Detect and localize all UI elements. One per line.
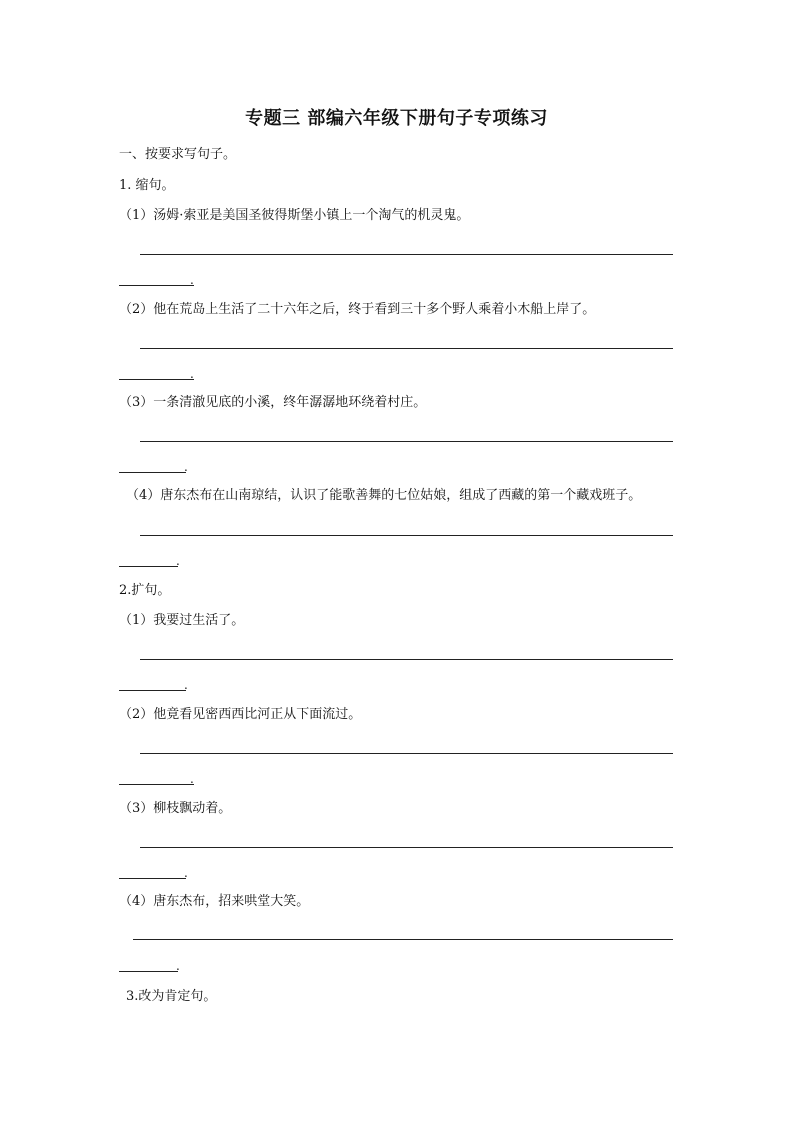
answer-line[interactable] bbox=[140, 847, 673, 848]
answer-line-short[interactable] bbox=[119, 566, 178, 567]
answer-end-mark: . bbox=[184, 866, 188, 880]
answer-line[interactable] bbox=[140, 753, 673, 754]
q1-item-4: （4）唐东杰布在山南琼结，认识了能歌善舞的七位姑娘，组成了西藏的第一个藏戏班子。 bbox=[126, 488, 642, 503]
page-title: 专题三 部编六年级下册句子专项练习 bbox=[245, 108, 548, 129]
answer-line[interactable] bbox=[133, 939, 673, 940]
section-heading: 一、按要求写句子。 bbox=[119, 147, 237, 162]
answer-line-short[interactable] bbox=[119, 285, 194, 286]
q2-item-2: （2）他竟看见密西西比河正从下面流过。 bbox=[119, 707, 362, 722]
q2-item-3: （3）柳枝飘动着。 bbox=[119, 801, 232, 816]
answer-end-mark: . bbox=[184, 678, 188, 692]
answer-line-short[interactable] bbox=[119, 878, 186, 879]
answer-line[interactable] bbox=[140, 535, 673, 536]
answer-end-mark: . bbox=[190, 273, 194, 287]
answer-end-mark: . bbox=[184, 460, 188, 474]
answer-end-mark: . bbox=[190, 367, 194, 381]
answer-line-short[interactable] bbox=[119, 379, 194, 380]
answer-line-short[interactable] bbox=[119, 784, 194, 785]
q2-item-4: （4）唐东杰布，招来哄堂大笑。 bbox=[119, 894, 310, 909]
question-heading-3: 3.改为肯定句。 bbox=[126, 989, 217, 1004]
answer-line-short[interactable] bbox=[119, 472, 186, 473]
answer-line[interactable] bbox=[140, 254, 673, 255]
answer-line[interactable] bbox=[140, 659, 673, 660]
q2-item-1: （1）我要过生活了。 bbox=[119, 613, 245, 628]
question-heading-2: 2.扩句。 bbox=[119, 583, 171, 598]
q1-item-3: （3）一条清澈见底的小溪，终年潺潺地环绕着村庄。 bbox=[119, 395, 427, 410]
q1-item-2: （2）他在荒岛上生活了二十六年之后，终于看到三十多个野人乘着小木船上岸了。 bbox=[119, 302, 596, 317]
answer-line[interactable] bbox=[140, 348, 673, 349]
answer-end-mark: . bbox=[190, 772, 194, 786]
answer-line[interactable] bbox=[140, 441, 673, 442]
q1-item-1: （1）汤姆·索亚是美国圣彼得斯堡小镇上一个淘气的机灵鬼。 bbox=[119, 208, 470, 223]
question-heading-1: 1. 缩句。 bbox=[119, 178, 175, 193]
answer-end-mark: . bbox=[176, 554, 180, 568]
answer-line-short[interactable] bbox=[119, 971, 178, 972]
answer-end-mark: . bbox=[176, 959, 180, 973]
answer-line-short[interactable] bbox=[119, 690, 186, 691]
